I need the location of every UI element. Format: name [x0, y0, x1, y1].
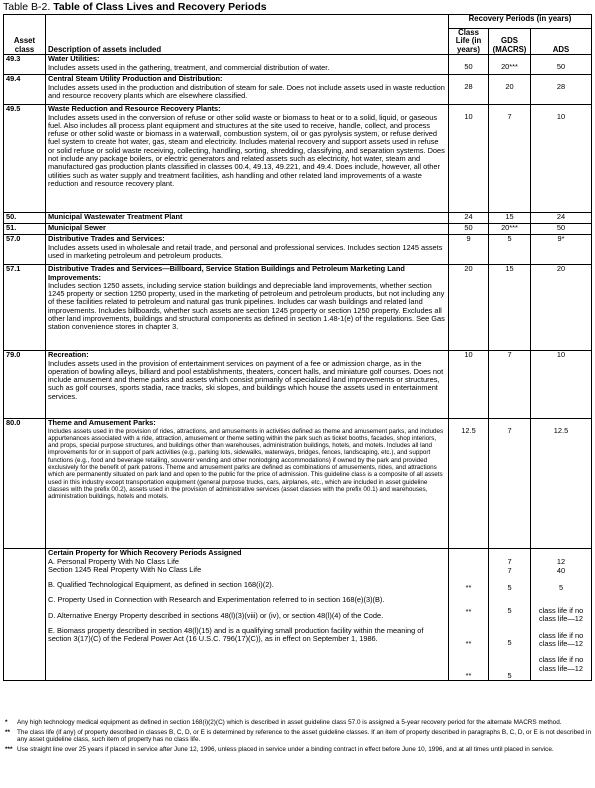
description-heading: Distributive Trades and Services—Billboard, Service Station Buildings and Petroleum Marketing Land Improvements:	[48, 264, 405, 282]
description-cell	[46, 265, 449, 351]
description-cell	[46, 235, 449, 265]
item-a-line1: A. Personal Property With No Class Life	[48, 556, 180, 566]
e-ads: class life if no class life—12	[538, 655, 584, 673]
footnote-mark: ***	[5, 745, 13, 753]
ads-period: 9*	[531, 235, 592, 265]
asset-class: 51.	[4, 224, 46, 235]
class-life: 50	[449, 55, 489, 75]
description-heading: Waste Reduction and Resource Recovery Plants:	[48, 104, 221, 114]
description-text: Includes section 1250 assets, including service station buildings and depreciable land improvements, whether section 1245 property or section 1250 property, used in the marketing of petroleum and petroleum products, but not including any of these facilities related to petroleum and natural gas trunk pipelines. Includes car wash buildings and related land improvements. Includes billboards, whether such assets are section 1245 property or section 1250 property. Excludes all other land improvements, buildings and structural components as defined in section 1.48-1(e) of the regulations. See Gas station convenience stores in chapter 3.	[48, 280, 445, 332]
item-b: B. Qualified Technological Equipment, as defined in section 168(i)(2).	[48, 580, 274, 590]
description-heading: Theme and Amusement Parks:	[48, 418, 156, 428]
class-life: 50	[449, 224, 489, 235]
header-class-life: Class Life (in years)	[449, 29, 489, 55]
gds-period: 5	[489, 235, 531, 265]
header-description: Description of assets included	[46, 15, 449, 55]
footnote	[3, 719, 591, 727]
description-heading: Recreation:	[48, 350, 89, 360]
ads-period: 10	[531, 105, 592, 213]
footnote-mark: *	[5, 719, 8, 726]
footnote-text: The class life (if any) of property described in classes B, C, D, or E is determined by reference to the asset guideline classes. If an item of property described in paragraphs B, C, D, or E is not described in any asset guideline class, such item of property has no class life.	[17, 728, 592, 744]
a-ads-1: 12	[556, 557, 566, 567]
gds-period: 7	[489, 105, 531, 213]
certain-ads-cell	[531, 549, 592, 681]
class-life: 28	[449, 75, 489, 105]
description-text: Includes assets used in wholesale and retail trade, and personal and professional services. Includes section 1245 assets used in marketing petroleum and petroleum products.	[48, 242, 443, 260]
table-row	[4, 55, 592, 75]
description-text: Includes assets used in the provision of entertainment services on payment of a fee or admission charge, as in the operation of bowling alleys, billiard and pool establishments, theaters, concert halls, and miniature golf courses. Does not include amusement and theme parks and assets which consist primarily of specialized land improvements or structures, such as golf courses, sports stadia, race tracks, ski slopes, and buildings which house the assets used in entertainment services.	[48, 358, 444, 401]
description-heading: Municipal Wastewater Treatment Plant	[46, 213, 449, 224]
table-number: Table B-2.	[3, 1, 51, 13]
description-text: Includes assets used in the conversion of refuse or other solid waste or biomass to heat or to a solid, liquid, or gaseous fuel. Also includes all process plant equipment and structures at the site used to receive, handle, collect, and process refuse or other solid waste or biomass in a waterwall, combustion system, oil or gas pyrolysis system, or refuse derived fuel system to create hot water, gas, steam and electricity. Includes material recovery and support assets used in refuse or solid refuse or solid waste receiving, collecting, handling, sorting, shredding, classifying, and separation systems. Does not include any package boilers, or electric generators and related assets such as electricity, hot water, steam and manufactured gas production plants classified in classes 00.4, 49.13, 49.221, and 49.4. Does include, however, all other utilities such as water supply and treatment facilities, ash handling and other related land improvements of a waste reduction and resource recovery plant.	[48, 112, 445, 188]
b-class-life: **	[465, 583, 472, 593]
table-row	[4, 224, 592, 235]
class-life: 10	[449, 351, 489, 419]
description-text: Includes assets used in the provision of rides, attractions, and amusements in activities defined as theme and amusement parks, and includes appurtenances associated with a ride, attraction, amusement or theme setting within the park such as ticket booths, facades, shop interiors, and props, special purpose structures, and buildings other than warehouses, administration buildings, hotels, and motels. Includes all land improvements for or in support of park activities (e.g., parking lots, sidewalks, waterways, bridges, fences, landscaping, etc.), and support functions (e.g., food and beverage retailing, souvenir vending and other nonlodging accommodations) if owned by the park and provided exclusively for the benefit of park patrons. Theme and amusement parks are defined as combinations of amusements, rides, and attractions which are permanently situated on park land and open to the public for the price of admission. This guideline class is a composite of all assets used in this industry except transportation equipment (general purpose trucks, cars, airplanes, etc., which are included in asset guideline classes with the prefix 00.2), assets used in the provision of administrative services (asset classes with the prefix 00.1) and warehouses, administration buildings, hotels and motels.	[48, 427, 444, 501]
class-life: 9	[449, 235, 489, 265]
header-ads: ADS	[531, 29, 592, 55]
header-gds: GDS (MACRS)	[489, 29, 531, 55]
e-gds: 5	[507, 670, 512, 680]
class-life: 10	[449, 105, 489, 213]
footnote-text: Any high technology medical equipment as defined in section 168(i)(2)(C) which is described in asset guideline class 57.0 is assigned a 5-year recovery period for the alternate MACRS method.	[17, 719, 562, 726]
certain-gds-cell	[489, 549, 531, 681]
gds-period: 20***	[489, 224, 531, 235]
table-row	[4, 213, 592, 224]
ads-period: 10	[531, 351, 592, 419]
table-row	[4, 235, 592, 265]
table-heading: Table of Class Lives and Recovery Periods	[53, 1, 267, 13]
description-cell	[46, 75, 449, 105]
class-life: 12.5	[449, 419, 489, 549]
gds-period: 15	[489, 213, 531, 224]
description-heading: Water Utilities:	[48, 54, 100, 64]
a-ads-2: 40	[556, 565, 566, 575]
class-lives-table	[3, 14, 592, 681]
description-heading: Distributive Trades and Services:	[48, 234, 165, 244]
b-gds: 5	[507, 582, 512, 592]
table-row	[4, 265, 592, 351]
gds-period: 15	[489, 265, 531, 351]
certain-property-heading: Certain Property for Which Recovery Periods Assigned	[48, 548, 242, 558]
asset-class: 49.4	[4, 75, 46, 105]
asset-class: 57.0	[4, 235, 46, 265]
class-life: 20	[449, 265, 489, 351]
item-d: D. Alternative Energy Property described in sections 48(l)(3)(viii) or (iv), or section 48(l)(4) of the Code.	[48, 610, 384, 620]
ads-period: 28	[531, 75, 592, 105]
certain-property-row	[4, 549, 592, 681]
ads-period: 12.5	[531, 419, 592, 549]
ads-period: 50	[531, 55, 592, 75]
a-gds-1: 7	[507, 557, 512, 567]
table-row	[4, 105, 592, 213]
item-a-line2: Section 1245 Real Property With No Class Life	[48, 564, 202, 574]
ads-period: 24	[531, 213, 592, 224]
description-cell	[46, 351, 449, 419]
asset-class-empty	[4, 549, 46, 681]
ads-period: 20	[531, 265, 592, 351]
certain-class-life-cell	[449, 549, 489, 681]
ads-period: 50	[531, 224, 592, 235]
c-class-life: **	[465, 606, 472, 616]
d-ads: class life if no class life—12	[538, 630, 584, 648]
description-heading: Municipal Sewer	[46, 224, 449, 235]
header-recovery-periods: Recovery Periods (in years)	[449, 15, 592, 29]
description-text: Includes assets used in the production and distribution of steam for sale. Does not include assets used in waste reduction and resource recovery plants which are elsewhere classified.	[48, 82, 445, 100]
asset-class: 50.	[4, 213, 46, 224]
class-life: 24	[449, 213, 489, 224]
d-class-life: **	[465, 638, 472, 648]
table-row	[4, 419, 592, 549]
a-gds-2: 7	[507, 565, 512, 575]
table-title	[3, 1, 267, 13]
table-row	[4, 351, 592, 419]
footnote	[3, 746, 591, 754]
asset-class: 57.1	[4, 265, 46, 351]
header-asset-class: Asset class	[4, 15, 46, 55]
footnote-text: Use straight line over 25 years if placed in service after June 12, 1996, unless placed in service under a binding contract in effect before June 10, 1996, and at all times until placed in service.	[17, 745, 554, 753]
footnote	[3, 729, 591, 744]
gds-period: 7	[489, 351, 531, 419]
c-ads: class life if no class life—12	[538, 606, 584, 624]
description-heading: Central Steam Utility Production and Distribution:	[48, 74, 223, 84]
footnote-mark: **	[5, 728, 10, 736]
item-c: C. Property Used in Connection with Research and Experimentation referred to in section 168(e)(3)(B).	[48, 595, 385, 605]
description-cell	[46, 419, 449, 549]
certain-property-cell	[46, 549, 449, 681]
asset-class: 49.3	[4, 55, 46, 75]
description-cell	[46, 55, 449, 75]
asset-class: 79.0	[4, 351, 46, 419]
c-gds: 5	[507, 606, 512, 616]
description-text: Includes assets used in the gathering, treatment, and commercial distribution of water.	[48, 62, 330, 72]
asset-class: 49.5	[4, 105, 46, 213]
description-cell	[46, 105, 449, 213]
gds-period: 7	[489, 419, 531, 549]
gds-period: 20***	[489, 55, 531, 75]
e-class-life: **	[465, 671, 472, 681]
asset-class: 80.0	[4, 419, 46, 549]
d-gds: 5	[507, 638, 512, 648]
gds-period: 20	[489, 75, 531, 105]
table-row	[4, 75, 592, 105]
item-e: E. Biomass property described in section 48(l)(15) and is a qualifying small production facility within the meaning of section 3(17)(C) of the Federal Power Act (16 U.S.C. 796(17)(C)), as in effect on September 1, 1986.	[48, 626, 424, 644]
footnotes	[3, 719, 591, 755]
b-ads: 5	[558, 582, 564, 592]
